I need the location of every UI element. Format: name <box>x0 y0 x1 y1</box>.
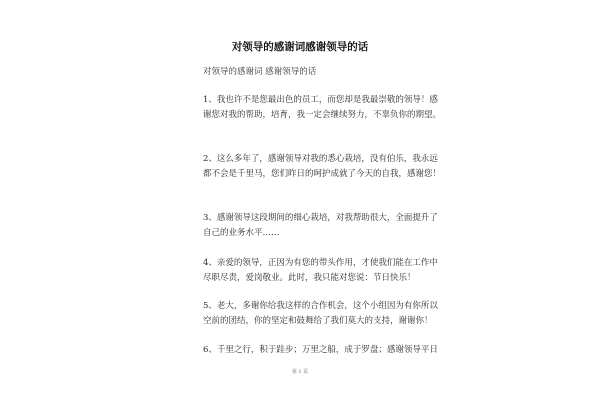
paragraph-line: 空前的团结，你的坚定和鼓舞给了我们莫大的支持，谢谢你！ <box>203 316 433 326</box>
paragraph-line: 5、老大，多谢你给我这样的合作机会，这个小组因为有你所以 <box>203 301 438 311</box>
document-title: 对领导的感谢词感谢领导的话 <box>231 41 369 53</box>
paragraph-line: 4、亲爱的领导，正因为有您的带头作用，才使我们能在工作中 <box>203 258 438 268</box>
paragraph-4 <box>203 256 438 286</box>
page-number: 第 1 页 <box>291 369 309 375</box>
paragraph-line: 6、千里之行，积于跬步；万里之船，成于罗盘；感谢领导平日 <box>203 345 438 355</box>
paragraph-3 <box>203 211 438 241</box>
paragraph-2 <box>203 152 441 182</box>
paragraph-line: 谢您对我的帮助，培育，我一定会继续努力，不辜负你的期望。 <box>203 110 442 120</box>
paragraph-5 <box>203 299 438 329</box>
paragraph-line: 尽职尽责，爱岗敬业。此时，我只能对您说：节日快乐！ <box>203 273 416 283</box>
paragraph-line: 3、感谢领导这段期间的细心栽培，对我帮助很大，全面提升了 <box>203 213 438 223</box>
paragraph-6 <box>203 343 438 358</box>
paragraph-1 <box>203 93 441 123</box>
paragraph-line: 2、这么多年了，感谢领导对我的悉心栽培，没有伯乐，我永远 <box>203 154 438 164</box>
paragraph-line: 1、我也许不是您最出色的员工，而您却是我最崇敬的领导！感 <box>203 95 438 105</box>
paragraph-line: 都不会是千里马，您们昨日的呵护成就了今天的自我，感谢您！ <box>203 169 442 179</box>
paragraph-line: 自己的业务水平…… <box>203 228 280 238</box>
document-subtitle: 对领导的感谢词 感谢领导的话 <box>203 67 317 77</box>
